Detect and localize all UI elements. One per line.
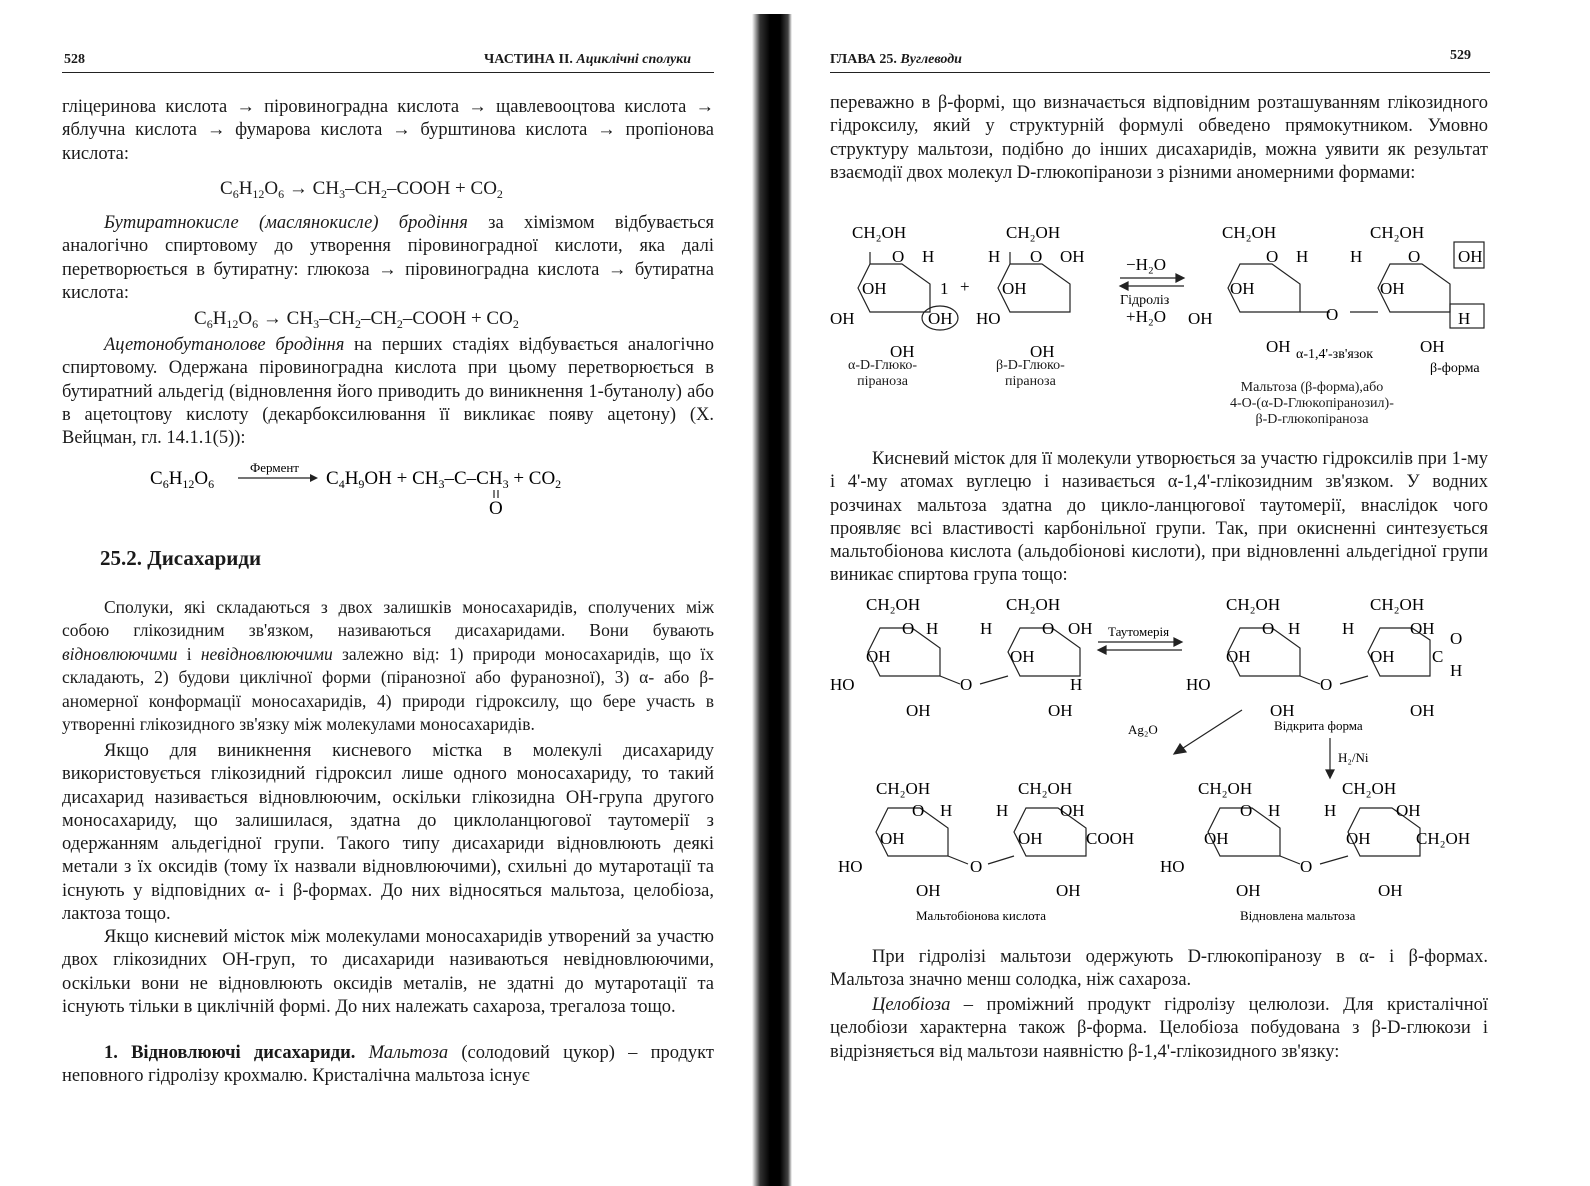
svg-text:OH: OH	[1010, 647, 1035, 666]
open-form-label: Відкрита форма	[1274, 718, 1363, 733]
caption-beta-line1: β-D-Глюко-	[996, 358, 1065, 373]
term-nonreducing: невідновлюючими	[200, 643, 333, 664]
figure-maltose-formation	[830, 212, 1520, 445]
svg-text:CH₂OH: CH₂OH	[1370, 595, 1425, 614]
svg-text:1: 1	[940, 279, 949, 298]
svg-text:H: H	[1288, 619, 1301, 638]
equation-propionic: $C_6H_{12}O_6$ → $CH_3-CH_2$–COOH + $CO_2$	[220, 178, 503, 201]
h2ni-label: H₂/Ni	[1338, 750, 1369, 765]
caption-maltose-line2: 4-О-(α-D-Глюкопіранозил)-	[1230, 396, 1394, 411]
paragraph-cellobiose	[830, 994, 1488, 1064]
svg-text:OH: OH	[830, 309, 855, 328]
term-maltose: Мальтоза	[355, 1043, 449, 1063]
term-butyrate: Бутиратнокисле (маслянокисле) бродіння	[104, 213, 468, 233]
svg-text:O: O	[1300, 857, 1313, 876]
svg-text:CH₂OH: CH₂OH	[1226, 595, 1281, 614]
svg-text:HO: HO	[830, 675, 855, 694]
svg-text:O: O	[912, 801, 925, 820]
term-cellobiose: Целобіоза	[872, 995, 951, 1015]
svg-text:O: O	[970, 857, 983, 876]
svg-text:OH: OH	[1226, 647, 1251, 666]
caption-maltose-line3: β-D-глюкопіраноза	[1255, 412, 1369, 427]
svg-text:OH: OH	[906, 701, 931, 720]
svg-text:HO: HO	[838, 857, 863, 876]
svg-text:OH: OH	[1056, 881, 1081, 900]
svg-text:OH: OH	[1188, 309, 1213, 328]
svg-text:H: H	[996, 801, 1009, 820]
svg-text:OH: OH	[1060, 247, 1085, 266]
svg-text:OH: OH	[1204, 829, 1229, 848]
svg-text:OH: OH	[928, 309, 953, 328]
svg-text:CH₂OH: CH₂OH	[1006, 223, 1061, 242]
equation-acetone-butanol	[150, 460, 650, 525]
svg-text:O: O	[1408, 247, 1421, 266]
equation-butyric: $C_6H_{12}O_6$ → $CH_3-CH_2-CH_2$–COOH + $CO_2$	[194, 308, 519, 331]
svg-text:OH: OH	[1370, 647, 1395, 666]
svg-text:HO: HO	[976, 309, 1001, 328]
svg-text:H: H	[1324, 801, 1337, 820]
beta-form-label: β-форма	[1430, 361, 1480, 376]
svg-text:C4H9OH + CH3–C–CH3 + CO2: $C_4H_9OH + CH_3-C-CH_3 + CO_2$	[326, 468, 562, 491]
svg-text:OH: OH	[1030, 342, 1055, 361]
definition-part-1: Сполуки, які складаються з двох залишків моносахаридів, сполучених між собою глікозидним зв'язком, називаються дисахаридами. Вони бувають	[62, 597, 714, 641]
svg-text:HO: HO	[1160, 857, 1185, 876]
svg-text:O: O	[902, 619, 915, 638]
svg-text:CH₂OH: CH₂OH	[876, 779, 931, 798]
paragraph-butyrate	[62, 212, 714, 305]
svg-text:−H₂O: −H₂O	[1126, 255, 1167, 274]
svg-text:H: H	[1458, 309, 1471, 328]
subsection-reducing: 1. Відновлюючі дисахариди.	[104, 1043, 356, 1063]
svg-text:H: H	[1070, 675, 1083, 694]
svg-text:OH: OH	[862, 279, 887, 298]
paragraph-fermentation-chain: гліцеринова кислота → піровиноградна кислота → щавлевооцтова кислота → яблучна кислота → фумарова кислота → бурштинова кислота → пропіонова кислота:	[62, 97, 714, 164]
paragraph-cellobiose-text: – проміжний продукт гідролізу целюлози. Для кристалічної целобіози характерна також β-форма. Целобіоза побудована з β-D-глюкози і відрізняється від мальтози наявністю β-1,4'-глікозидного зв'язку:	[830, 995, 1488, 1062]
svg-text:O: O	[1042, 619, 1055, 638]
right-running-head-part: ГЛАВА 25.	[830, 52, 897, 67]
paragraph-butyrate-text: за хімізмом відбувається аналогічно спиртовому до утворення піровиноградної кислоти, яка далі перетворюється в бутиратну: глюкоза → піровиноградна кислота → бутиратна кислота:	[62, 213, 715, 303]
svg-text:CH₂OH: CH₂OH	[1416, 829, 1471, 848]
svg-text:OH: OH	[1380, 279, 1405, 298]
svg-text:Гідроліз: Гідроліз	[1120, 293, 1170, 308]
svg-text:H: H	[980, 619, 993, 638]
svg-text:OH: OH	[916, 881, 941, 900]
svg-text:H: H	[1268, 801, 1281, 820]
paragraph-maltose-intro	[62, 1042, 714, 1089]
svg-text:OH: OH	[1346, 829, 1371, 848]
paragraph-maltose-text: (солодовий цукор) – продукт неповного гідролізу крохмалю. Кристалічна мальтоза існує	[62, 1043, 714, 1087]
svg-text:OH: OH	[890, 342, 915, 361]
left-running-head-part: ЧАСТИНА ІІ.	[484, 52, 573, 67]
ag2o-label: Ag₂O	[1128, 722, 1158, 737]
right-page-number: 529	[1450, 48, 1471, 63]
svg-text:H: H	[1450, 661, 1463, 680]
right-running-head-italic: Вуглеводи	[900, 52, 962, 67]
svg-text:O: O	[1326, 305, 1339, 324]
svg-text:OH: OH	[1396, 801, 1421, 820]
svg-text:H: H	[922, 247, 935, 266]
caption-beta-glucopyranose	[996, 358, 1065, 390]
svg-text:OH: OH	[1236, 881, 1261, 900]
svg-text:OH: OH	[1420, 337, 1445, 356]
left-page	[0, 0, 760, 1186]
svg-text:H: H	[926, 619, 939, 638]
svg-text:O: O	[1266, 247, 1279, 266]
svg-text:O: O	[960, 675, 973, 694]
caption-maltose	[1230, 380, 1394, 428]
svg-text:OH: OH	[880, 829, 905, 848]
right-header-rule	[830, 72, 1490, 73]
equation-acetone-butanol-svg	[150, 460, 650, 520]
paragraph-nonreducing: Якщо кисневий місток між молекулами моносахаридів утворений за участю двох глікозидних ОН-груп, то дисахариди називаються невідновлюючими, оскільки вони не відновлюють оксидів металів, не здатні до мутаротації та існують тільки в циклічній формі. До них належать сахароза, трегалоза тощо.	[62, 927, 714, 1017]
left-running-head	[484, 52, 691, 68]
svg-text:CH₂OH: CH₂OH	[1006, 595, 1061, 614]
svg-text:H: H	[1296, 247, 1309, 266]
svg-text:+H₂O: +H₂O	[1126, 307, 1167, 326]
section-title: 25.2. Дисахариди	[100, 546, 262, 570]
svg-text:H: H	[1350, 247, 1363, 266]
paragraph-maltose-beta: переважно в β-формі, що визначається відповідним розташуванням глікозидного гідроксилу, який у структурній формулі обведено прямокутником. Умовно структуру мальтози, подібно до інших дисахаридів, можна уявити як результат взаємодії двох молекул D-глюкопіранози з різними аномерними формами:	[830, 93, 1488, 183]
svg-text:O: O	[1320, 675, 1333, 694]
caption-maltose-line1: Мальтоза (β-форма),або	[1240, 380, 1384, 395]
svg-text:OH: OH	[1410, 701, 1435, 720]
svg-text:OH: OH	[1002, 279, 1027, 298]
svg-text:OH: OH	[1060, 801, 1085, 820]
svg-text:H: H	[940, 801, 953, 820]
svg-text:COOH: COOH	[1086, 829, 1135, 848]
svg-text:CH₂OH: CH₂OH	[852, 223, 907, 242]
svg-text:CH₂OH: CH₂OH	[1198, 779, 1253, 798]
figure-maltose-reactions	[830, 590, 1520, 935]
svg-text:O: O	[1262, 619, 1275, 638]
svg-text:O: O	[1450, 629, 1463, 648]
paragraph-acetone-butanol-text: на перших стадіях відбувається аналогічно спиртовому. Одержана піровиноградна кислота при цьому перетворюється в бутиратний альдегід (відновлення його приводить до виникнення 1-бутанолу) або в ацетоцтову кислоту (декарбоксилювання її викликає появу ацетону) (Х. Вейцман, гл. 14.1.1(5)):	[62, 335, 714, 449]
svg-text:O: O	[1240, 801, 1253, 820]
svg-text:OH: OH	[1230, 279, 1255, 298]
carbonyl-oxygen: O	[489, 498, 503, 519]
svg-text:OH: OH	[1266, 337, 1291, 356]
svg-text:CH₂OH: CH₂OH	[1222, 223, 1277, 242]
svg-text:HO: HO	[1186, 675, 1211, 694]
maltose-reactions-svg	[830, 590, 1520, 930]
tautomery-label: Таутомерія	[1108, 624, 1170, 639]
caption-beta-line2: піраноза	[1004, 374, 1056, 389]
enzyme-label: Фермент	[250, 460, 299, 475]
caption-alpha-line2: піраноза	[857, 374, 908, 389]
maltose-formation-svg	[830, 212, 1520, 440]
definition-part-2: і	[177, 643, 201, 664]
caption-alpha-line1: α-D-Глюко-	[848, 358, 918, 373]
svg-text:OH: OH	[866, 647, 891, 666]
svg-text:O: O	[1030, 247, 1043, 266]
left-page-number: 528	[64, 52, 85, 67]
svg-text:C: C	[1432, 647, 1444, 666]
svg-text:H: H	[1342, 619, 1355, 638]
svg-text:CH₂OH: CH₂OH	[1370, 223, 1425, 242]
svg-text:OH: OH	[1410, 619, 1435, 638]
svg-text:OH: OH	[1378, 881, 1403, 900]
paragraph-disaccharides-definition	[62, 596, 714, 736]
svg-text:OH: OH	[1270, 701, 1295, 720]
svg-text:CH₂OH: CH₂OH	[1018, 779, 1073, 798]
svg-text:+: +	[960, 277, 970, 296]
svg-text:C6H12O6: $C_6H_{12}O_6$	[150, 468, 215, 491]
left-header-rule	[62, 72, 714, 73]
svg-text:CH₂OH: CH₂OH	[1342, 779, 1397, 798]
term-acetone-butanol: Ацетонобутанолове бродіння	[104, 335, 345, 355]
paragraph-reducing: Якщо для виникнення кисневого містка в молекулі дисахариду використовується глікозидний гідроксил лише одного моносахариду, то такий дисахарид називається відновлюючим, оскільки глікозидна ОН-група другого моносахариду, що залишилася, здатна до циклоланцюгової таутомерії з одержанням альдегідної групи. Такого типу дисахариди відновлюють деякі метали з їх оксидів (тому їх назвали відновлюючими), схильні до мутаротації та існують у відповідних α- і β-формах. До них відносяться мальтоза, целобіоза, лактоза тощо.	[62, 741, 714, 925]
paragraph-acetone-butanol	[62, 334, 714, 450]
svg-text:OH: OH	[1068, 619, 1093, 638]
left-running-head-italic: Ациклічні сполуки	[576, 52, 692, 67]
svg-text:CH₂OH: CH₂OH	[866, 595, 921, 614]
paragraph-oxygen-bridge: Кисневий місток для її молекули утворюється за участю гідроксилів при 1-му і 4'-му атомах вуглецю і називається α-1,4'-глікозидним зв'язком. У водних розчинах мальтоза здатна до цикло-ланцюгової таутомерії, внаслідок чого проявляє всі властивості карбонільної групи. Так, при окисненні синтезується мальтобіонова кислота (альдобіонові кислоти), при відновленні альдегідної групи виникає спиртова група тощо:	[830, 449, 1488, 586]
caption-alpha-glucopyranose	[848, 358, 917, 390]
paragraph-hydrolysis: При гідролізі мальтози одержують D-глюкопіранозу в α- і β-формах. Мальтоза значно менш солодка, ніж сахароза.	[830, 947, 1488, 991]
svg-text:OH: OH	[1048, 701, 1073, 720]
definition-part-3: залежно від: 1) природи моносахаридів, що їх складають, 2) будови циклічної форми (піранозної або фуранозної), 3) α- або β-аномерної конформації моносахаридів, 4) природи гідроксилу, що бере участь в утворенні глікозидного зв'язку між молекулами моносахаридів.	[62, 643, 714, 735]
term-reducing: відновлюючими	[62, 643, 178, 664]
reduced-maltose-caption: Відновлена мальтоза	[1240, 908, 1356, 923]
svg-text:OH: OH	[1018, 829, 1043, 848]
right-running-head	[830, 52, 962, 68]
alpha-bond-label: α-1,4'-зв'язок	[1296, 347, 1374, 362]
right-page	[790, 0, 1590, 1186]
svg-text:O: O	[892, 247, 905, 266]
svg-text:H: H	[988, 247, 1001, 266]
maltobionic-acid-caption: Мальтобіонова кислота	[916, 908, 1047, 923]
svg-text:OH: OH	[1458, 247, 1483, 266]
